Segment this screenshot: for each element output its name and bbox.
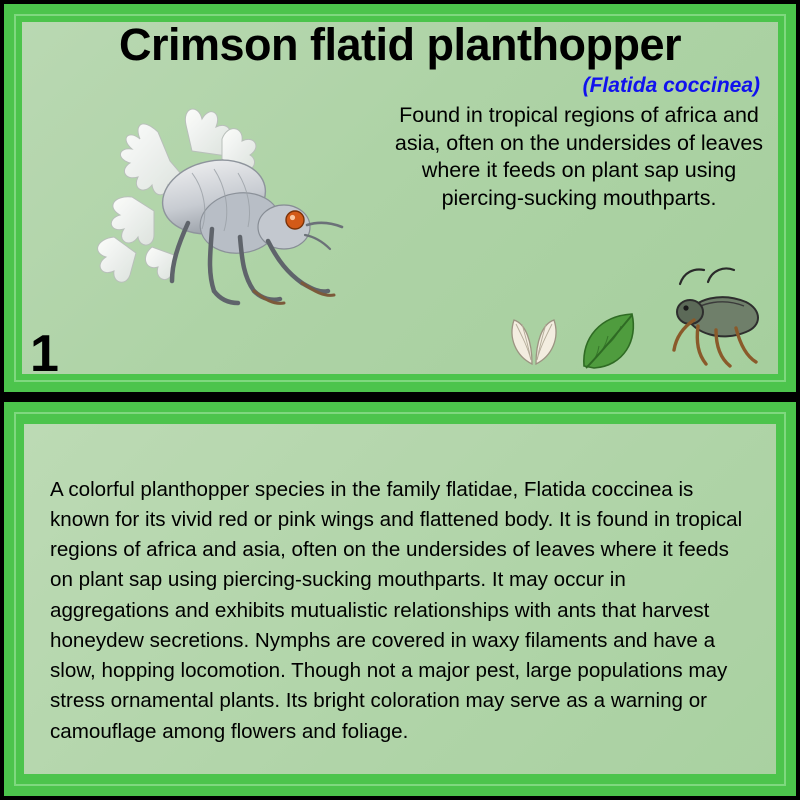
planthopper-illustration — [62, 77, 352, 327]
card-number: 1 — [30, 325, 59, 374]
page-title: Crimson flatid planthopper — [118, 22, 681, 70]
top-panel-stage — [22, 22, 778, 374]
bottom-panel-stage — [24, 424, 776, 774]
scientific-name: (Flatida coccinea) — [582, 74, 760, 97]
summary-text: Found in tropical regions of africa and asia, often on the undersides of leaves where it feeds on plant sap using piercing-sucking mouthparts. — [394, 103, 764, 210]
leaf-icon — [576, 310, 646, 372]
card-top-panel — [2, 2, 798, 394]
description-text: A colorful planthopper species in the family flatidae, Flatida coccinea is known for its vivid red or pink wings and flattened body. It is found in tropical regions of africa and asia, often on the undersides of leaves where it feeds on plant sap using piercing-sucking mouthparts. It may occur in aggregations and exhibits mutualistic relationships with ants that harvest honeydew secretions. Nymphs are covered in waxy filaments and have a slow, hopping locomotion. Though not a major pest, large populations may stress ornamental plants. Its bright coloration may serve as a warning or camouflage among flowers and foliage. — [50, 477, 743, 743]
wings-icon — [502, 312, 566, 368]
card-bottom-panel — [2, 400, 798, 798]
bug-icon — [650, 264, 770, 374]
